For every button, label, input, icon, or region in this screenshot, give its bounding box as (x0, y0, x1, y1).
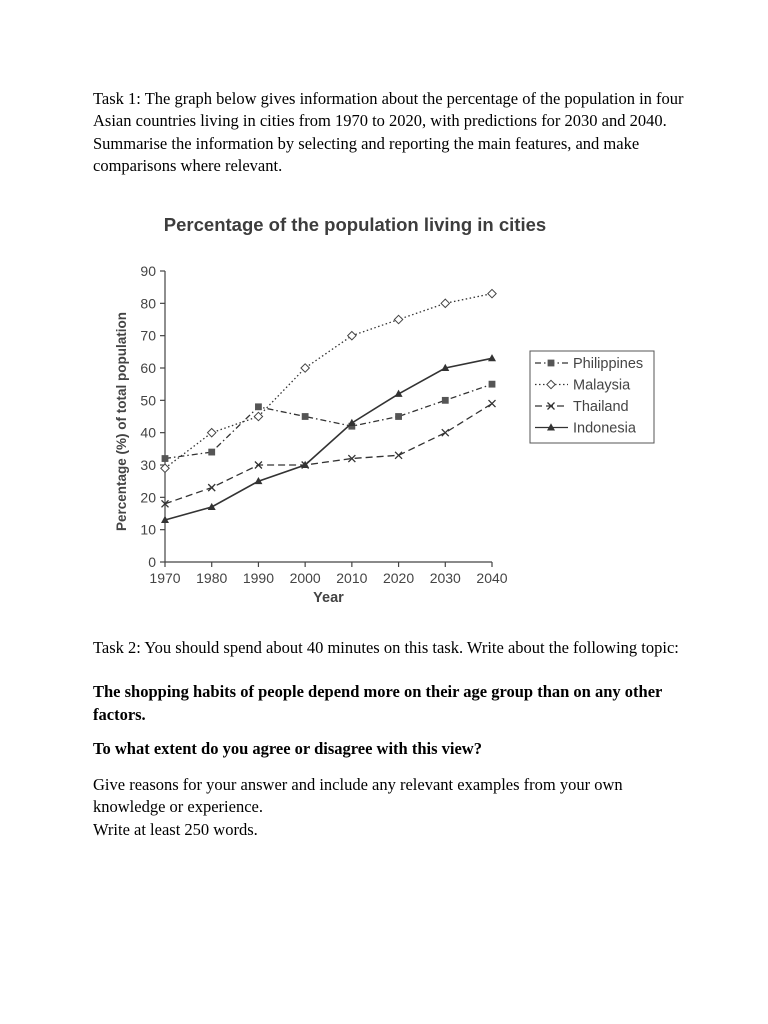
data-point-malaysia (394, 315, 402, 323)
y-axis-label: Percentage (%) of total population (114, 311, 129, 532)
y-tick-label: 60 (140, 360, 156, 376)
task1-section (93, 88, 693, 177)
chart-title: Percentage of the population living in cities (163, 214, 547, 235)
x-tick-label: 2030 (429, 570, 461, 586)
task2-word-count: Write at least 250 words. (93, 819, 258, 839)
task1-instruction: Summarise the information by selecting and reporting the main features, and make comparisons where relevant. (93, 133, 640, 175)
x-tick-label: 2020 (382, 570, 415, 586)
x-tick-label: 2000 (289, 570, 321, 586)
y-tick-label: 0 (148, 554, 156, 570)
data-point-indonesia (348, 419, 356, 426)
series-line-indonesia (165, 358, 492, 520)
y-tick-label: 10 (140, 521, 156, 538)
data-point-philippines (489, 381, 496, 388)
data-point-malaysia (488, 289, 496, 297)
x-tick-label: 1990 (242, 570, 275, 586)
task2-reasons: Give reasons for your answer and include any relevant examples from your own knowledge or experience. (93, 775, 623, 817)
task2-intro: Task 2: You should spend about 40 minutes on this task. Write about the following topic: (93, 638, 679, 657)
data-point-philippines (162, 455, 169, 462)
x-axis-label: Year (313, 590, 344, 606)
data-point-indonesia (208, 503, 216, 510)
legend-marker-philippines (548, 360, 555, 367)
data-point-indonesia (488, 354, 496, 361)
data-point-philippines (442, 397, 449, 404)
x-tick-label: 2010 (336, 570, 368, 586)
data-point-thailand (489, 400, 496, 407)
task1-intro: Task 1: The graph below gives information about the percentage of the population in four Asian countries living in cities from 1970 to 2020, with predictions for 2030 and 2040. (93, 89, 684, 131)
series-line-malaysia (165, 294, 492, 469)
data-point-malaysia (208, 428, 216, 436)
task2-section (93, 637, 693, 841)
legend-label-malaysia: Malaysia (573, 377, 631, 394)
task2-topic: The shopping habits of people depend more on their age group than on any other factors. (93, 682, 663, 724)
data-point-malaysia (348, 331, 356, 339)
legend-label-thailand: Thailand (573, 399, 629, 415)
data-point-malaysia (441, 299, 449, 307)
y-tick-label: 30 (140, 457, 156, 473)
y-tick-label: 50 (140, 392, 156, 409)
series-line-philippines (165, 384, 492, 458)
data-point-philippines (395, 413, 402, 420)
y-tick-label: 80 (140, 295, 156, 312)
data-point-thailand (395, 452, 402, 459)
data-point-thailand (208, 484, 215, 491)
legend-label-indonesia: Indonesia (573, 420, 636, 437)
x-tick-label: 1980 (196, 570, 228, 586)
legend-label-philippines: Philippines (573, 356, 644, 372)
data-point-philippines (302, 413, 309, 420)
y-tick-label: 20 (140, 489, 156, 506)
task2-question: To what extent do you agree or disagree with this view? (93, 738, 482, 758)
x-tick-label: 1970 (149, 570, 181, 586)
data-point-malaysia (301, 364, 309, 372)
data-point-thailand (442, 429, 449, 436)
line-chart (100, 205, 670, 615)
data-point-philippines (255, 403, 262, 410)
x-tick-label: 2040 (476, 570, 508, 586)
y-tick-label: 70 (140, 327, 156, 344)
y-tick-label: 40 (140, 424, 156, 441)
data-point-philippines (208, 449, 215, 456)
y-tick-label: 90 (140, 263, 156, 279)
